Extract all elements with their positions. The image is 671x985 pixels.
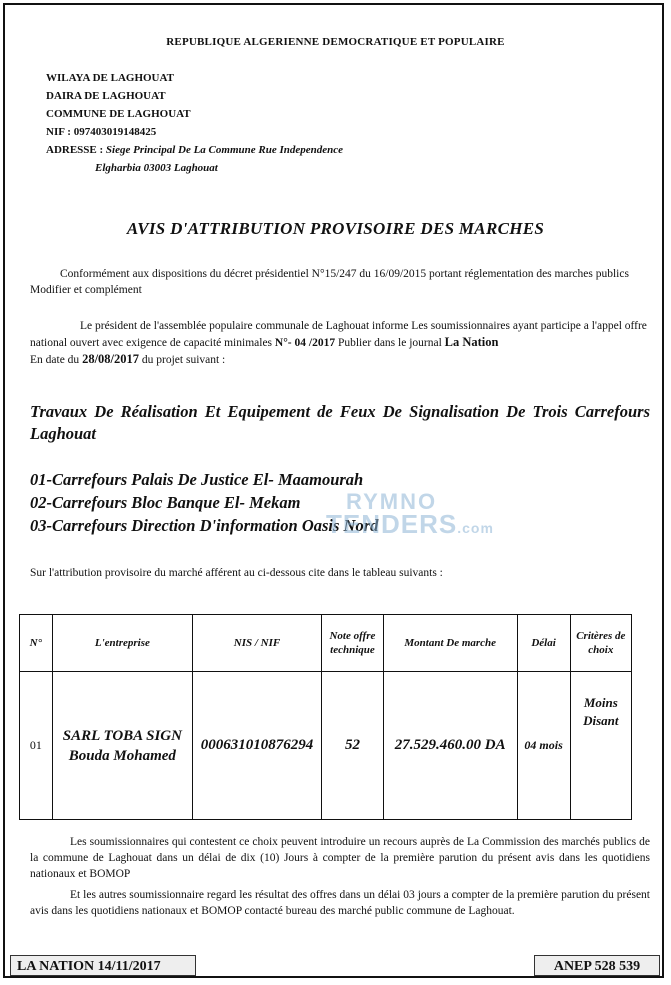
decree-paragraph: Conformément aux dispositions du décret présidentiel N°15/247 du 16/09/2015 portant réglementation des marches publics Modifier et complément <box>30 268 629 296</box>
address-label: ADRESSE : <box>46 144 104 156</box>
wilaya-line: WILAYA DE LAGHOUAT <box>46 72 174 84</box>
president-text: Le président de l'assemblée populaire communale de Laghouat informe Les soumissionnaires ayant participe a l'appel offre national ouvert avec exigence de capacité minimales <box>30 320 647 349</box>
address-line <box>46 141 343 159</box>
header-technical-score: Note offre technique <box>322 615 384 672</box>
project-title: Travaux De Réalisation Et Equipement de Feux De Signalisation De Trois Carrefours Laghouat <box>30 402 650 443</box>
cell-company <box>52 672 192 820</box>
attribution-table <box>19 614 632 820</box>
cell-criteria <box>570 672 631 820</box>
lot-item: 02-Carrefours Bloc Banque El- Mekam <box>30 493 301 512</box>
publish-text: Publier dans le journal <box>337 337 442 349</box>
cell-nis-nif: 000631010876294 <box>193 672 322 820</box>
lot-item: 03-Carrefours Direction D'information Oasis Nord <box>30 516 379 535</box>
commune-line: COMMUNE DE LAGHOUAT <box>46 108 191 120</box>
company-name: SARL TOBA SIGN <box>62 727 182 744</box>
header-nis-nif: NIS / NIF <box>193 615 322 672</box>
president-paragraph <box>30 318 650 368</box>
criteria-line1: Moins <box>583 695 618 710</box>
address-line2: Elgharbia 03003 Laghouat <box>95 162 218 174</box>
address-line1: Siege Principal De La Commune Rue Independence <box>105 144 344 156</box>
header-deadline: Délai <box>517 615 570 672</box>
journal-name: La Nation <box>444 335 499 349</box>
publish-date: 28/08/2017 <box>82 352 140 366</box>
table-intro: Sur l'attribution provisoire du marché afférent au ci-dessous cite dans le tableau suivants : <box>30 567 443 579</box>
company-manager: Bouda Mohamed <box>68 747 176 764</box>
cell-deadline: 04 mois <box>517 672 570 820</box>
tender-reference: N°- 04 /2017 <box>274 337 336 349</box>
cell-number: 01 <box>20 672 53 820</box>
table-header-row <box>20 615 632 672</box>
table-row <box>20 672 632 820</box>
anep-reference-badge: ANEP 528 539 <box>534 955 660 976</box>
nif-line: NIF : 097403019148425 <box>46 126 157 138</box>
appeal-paragraph: Les soumissionnaires qui contestent ce choix peuvent introduire un recours auprès de La Commission des marchés publics de la commune de Laghouat dans un délai de dix (10) Jours à compter de la première parution du présent avis dans les quotidiens nationaux et BOMOP <box>30 836 650 880</box>
cell-technical-score: 52 <box>322 672 384 820</box>
criteria-line2: Disant <box>583 713 619 728</box>
notice-title: AVIS D'ATTRIBUTION PROVISOIRE DES MARCHES <box>126 219 545 238</box>
admin-block <box>46 69 343 177</box>
lot-item: 01-Carrefours Palais De Justice El- Maamourah <box>30 470 364 489</box>
watermark-line1: RYMNO <box>346 489 438 514</box>
newspaper-date-badge: LA NATION 14/11/2017 <box>10 955 196 976</box>
results-paragraph: Et les autres soumissionnaire regard les résultat des offres dans un délai 03 jours a compter de la première parution du présent avis dans les quotidiens nationaux et BOMOP contacté bureau des marché public commune de Laghouat. <box>30 889 650 917</box>
header-company: L'entreprise <box>52 615 192 672</box>
watermark <box>326 489 494 540</box>
daira-line: DAIRA DE LAGHOUAT <box>46 90 166 102</box>
header-number: N° <box>20 615 53 672</box>
watermark-suffix: .com <box>457 520 494 536</box>
header-criteria: Critères de choix <box>570 615 631 672</box>
project-intro: du projet suivant : <box>141 354 226 366</box>
header-amount: Montant De marche <box>383 615 517 672</box>
cell-amount: 27.529.460.00 DA <box>383 672 517 820</box>
republic-header: REPUBLIQUE ALGERIENNE DEMOCRATIQUE ET POPULAIRE <box>166 36 505 48</box>
date-label: En date du <box>30 354 80 366</box>
watermark-line2: TENDERS <box>326 509 458 539</box>
